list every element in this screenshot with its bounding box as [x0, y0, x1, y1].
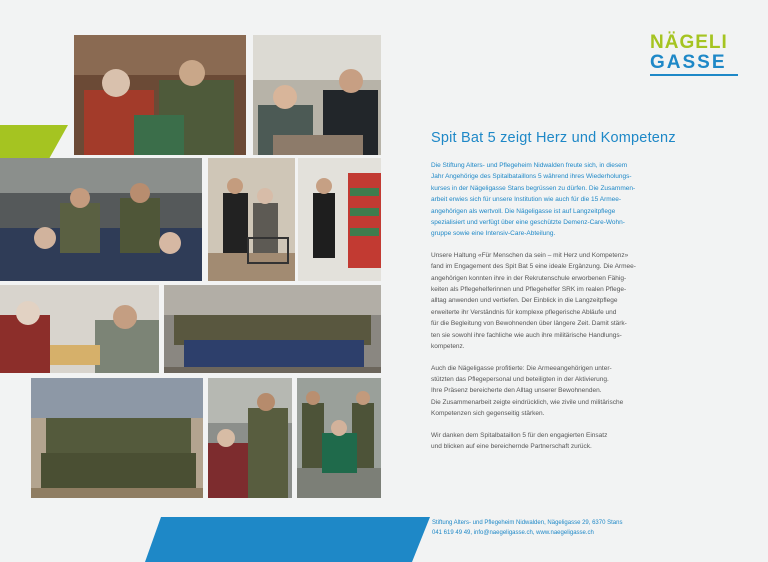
- logo-line-1: NÄGELI: [650, 32, 728, 53]
- photo-soldier-with-wheelchair-resident: [208, 378, 292, 498]
- article-intro: Die Stiftung Alters- und Pflegeheim Nidwalden freute sich, in diesem Jahr Angehörige des Spitalbataillons 5 während ihres Wiederholungs- kurses in der Nägeligasse Stans begrüssen zu dürfen. Die Zusammen- arbeit erwies sich für unsere Institution wie auch für die 15 Armee- angehörigen als wertvoll. Die Nägeligasse ist auf Langzeitpflege spezialisiert und verfügt über eine geschützte Demenz-Care-Wohn- gruppe sowie eine Intensiv-Care-Abteilung.: [431, 162, 636, 238]
- photo-resident-and-caregiver: [253, 35, 381, 155]
- photo-board-game: [0, 285, 159, 373]
- article-paragraph-4: Wir danken dem Spitalbataillon 5 für den engagierten Einsatz und blicken auf eine bereichernde Partnerschaft zurück.: [431, 431, 608, 450]
- footer-contact-info: 041 619 49 49, info@naegeligasse.ch, www.naegeligasse.ch: [432, 530, 594, 536]
- green-accent-bar: [0, 125, 68, 159]
- article-title: Spit Bat 5 zeigt Herz und Kompetenz: [431, 130, 676, 146]
- article-paragraph-3: Auch die Nägeligasse profitierte: Die Armeeangehörigen unter- stützten das Pflegepersonal und beteiligten in der Aktivierung. Ihre Präsenz bereicherte den Alltag unserer Bewohnenden. Die Zusammenarbeit zeigte eindrücklich, wie zivile und militärische Kompetenzen sich gegenseitig stärken.: [431, 364, 624, 418]
- logo-underline: [650, 74, 738, 76]
- article-paragraph-2: Unsere Haltung «Für Menschen da sein – mit Herz und Kompetenz» fand im Engagement des Spit Bat 5 eine ideale Ergänzung. Die Armee- angehörigen konnten ihre in der Rekrutenschule erworbenen Fähig- keiten als Pflegehelferinnen und Pflegehelfer SRK im realen Pflege- alltag anwenden und vertiefen. Der Einblick in die Langzeitpflege erweiterte ihr Verständnis für komplexe pflegerische Abläufe und für die Begleitung von Bewohnenden über längere Zeit. Damit stärk- ten sie sowohl ihre fachliche wie auch ihre militärische Handlungs- kompetenz.: [431, 251, 636, 351]
- footer-address: Stiftung Alters- und Pflegeheim Nidwalden, Nägeligasse 29, 6370 Stans: [432, 520, 623, 526]
- photo-caregiver-with-walker: [208, 158, 295, 281]
- photo-soldiers-outdoor-wheelchair: [297, 378, 381, 498]
- article: [431, 130, 716, 462]
- photo-group-in-rain-ponchos: [0, 158, 202, 281]
- photo-group-with-residents: [164, 285, 381, 373]
- footer-contact: [432, 518, 732, 538]
- blue-footer-band: [145, 517, 430, 562]
- logo-line-2: GASSE: [650, 52, 727, 73]
- logo: [650, 33, 742, 76]
- photo-caregiver-with-cart: [298, 158, 381, 281]
- photo-soldiers-group-indoor: [31, 378, 203, 498]
- photo-soldier-with-resident: [74, 35, 246, 155]
